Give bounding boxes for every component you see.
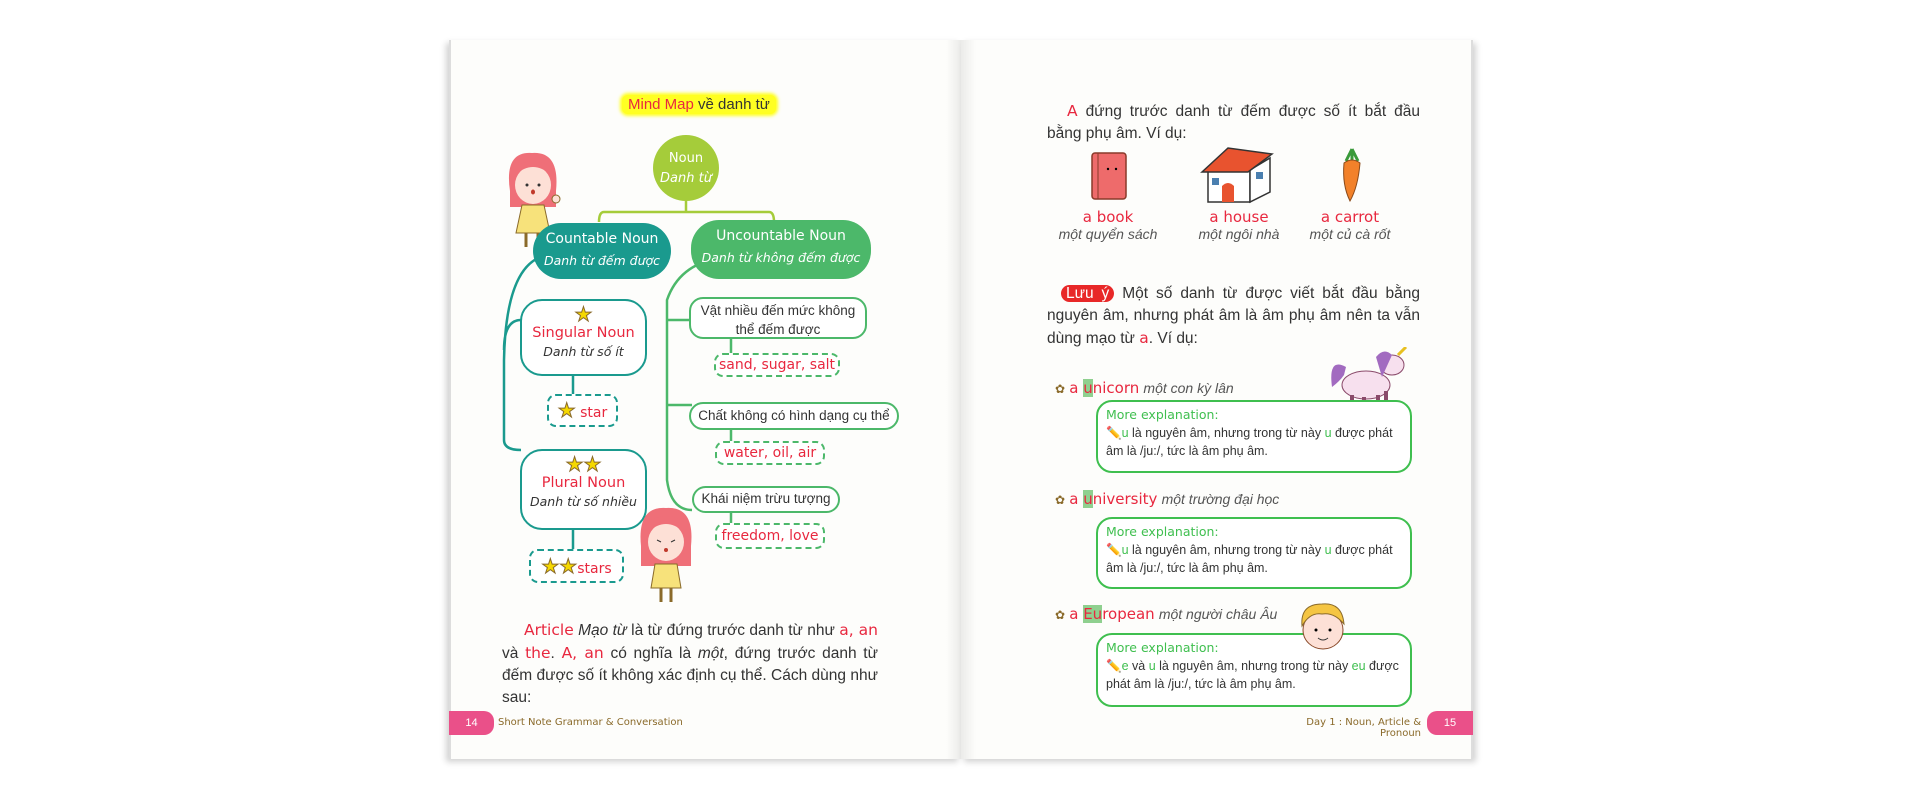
- example-en: a house: [1209, 208, 1269, 226]
- girl-standing-illustration: [637, 506, 695, 606]
- explanation-text: là nguyên âm, nhưng trong từ này: [1128, 426, 1325, 440]
- plural-example: [529, 549, 624, 583]
- plural-vi: Danh từ số nhiều: [530, 494, 637, 509]
- item-highlight: Eu: [1083, 605, 1103, 623]
- vowel: eu: [1351, 659, 1366, 673]
- explanation-heading: More explanation:: [1106, 640, 1219, 655]
- singular-example: [547, 394, 618, 427]
- plural-node: [520, 449, 647, 530]
- explanation-text: là nguyên âm, nhưng trong từ này: [1128, 543, 1325, 557]
- explanation-text: được phát âm là /ju:/, tức là âm phụ âm.: [1106, 426, 1393, 458]
- book-icon: [1088, 147, 1130, 203]
- title-rest: về danh từ: [693, 96, 770, 113]
- stars-icon: ★★: [565, 452, 602, 476]
- uncountable-type-2: Chất không có hình dạng cụ thể: [689, 402, 899, 430]
- boy-face-illustration: [1298, 600, 1348, 652]
- vowel: u: [1324, 426, 1332, 440]
- root-node: [653, 135, 719, 201]
- singular-vi: Danh từ số ít: [543, 344, 624, 359]
- example-book: [1038, 208, 1178, 244]
- left-page-number: 14: [449, 711, 494, 735]
- right-page-number: 15: [1427, 711, 1473, 735]
- item-highlight: u: [1083, 490, 1093, 508]
- item-vi: một người châu Âu: [1158, 606, 1278, 622]
- p-a-an: a, an: [839, 621, 878, 639]
- singular-en: Singular Noun: [532, 325, 635, 341]
- right-footer: Day 1 : Noun, Article & Pronoun: [1306, 717, 1421, 739]
- intro-paragraph: [1047, 100, 1420, 145]
- vowel: u: [1121, 426, 1129, 440]
- flower-bullet-icon: ✿: [1055, 493, 1066, 507]
- p-article: Article: [524, 621, 574, 639]
- explanation-heading: More explanation:: [1106, 407, 1219, 422]
- example-en: a book: [1082, 208, 1134, 226]
- uncountable-example-3: freedom, love: [715, 523, 825, 549]
- note-paragraph: [1047, 283, 1420, 350]
- countable-en: Countable Noun: [545, 231, 659, 247]
- plural-en: Plural Noun: [541, 475, 626, 491]
- carrot-icon: [1336, 147, 1368, 203]
- example-university: [1055, 490, 1279, 508]
- explanation-box-1: [1096, 400, 1412, 473]
- example-vi: một quyển sách: [1058, 226, 1158, 242]
- title-highlight: Mind Map: [628, 96, 694, 113]
- mindmap-title: [622, 95, 776, 114]
- uncountable-en: Uncountable Noun: [716, 228, 846, 244]
- vowel: u: [1324, 543, 1332, 557]
- example-vi: một củ cà rốt: [1309, 226, 1391, 242]
- vowel: e: [1121, 659, 1129, 673]
- uncountable-node: [691, 220, 871, 279]
- p-text: là từ đứng trước danh từ như: [626, 622, 840, 639]
- star-icon: ★: [557, 398, 576, 422]
- explanation-box-3: [1096, 633, 1412, 707]
- example-carrot: [1280, 208, 1420, 244]
- explanation-text: là nguyên âm, nhưng trong từ này: [1155, 659, 1352, 673]
- vowel: u: [1148, 659, 1156, 673]
- type-label: Vật nhiều đến mức không thể đếm được: [700, 303, 856, 337]
- p-a-an-2: A, an: [561, 644, 604, 662]
- item-article: a: [1069, 379, 1084, 397]
- countable-vi: Danh từ đếm được: [543, 253, 661, 268]
- intro-text: đứng trước danh từ đếm được số ít bắt đầu bằng phụ âm. Ví dụ:: [1047, 103, 1420, 142]
- stars-icon: ★★: [541, 554, 578, 578]
- item-highlight: u: [1083, 379, 1093, 397]
- p-text: .: [550, 645, 562, 662]
- p-text: có nghĩa là: [603, 645, 698, 662]
- uncountable-example-1: sand, sugar, salt: [714, 353, 840, 377]
- uncountable-vi: Danh từ không đếm được: [701, 250, 861, 265]
- note-a: a: [1139, 329, 1149, 347]
- p-text: , đứng trước danh từ đếm được số ít không xác định cụ thể. Cách dùng như sau:: [502, 645, 878, 706]
- house-icon: [1200, 140, 1276, 206]
- item-vi: một trường đại học: [1161, 491, 1280, 507]
- pencil-icon: ✏️: [1106, 543, 1122, 557]
- p-mao-tu: Mạo từ: [578, 622, 627, 639]
- note-badge: Lưu ý: [1061, 285, 1114, 302]
- star-icon: ★: [574, 302, 593, 326]
- example-en: a carrot: [1320, 208, 1380, 226]
- flower-bullet-icon: ✿: [1055, 608, 1066, 622]
- item-vi: một con kỳ lân: [1143, 380, 1234, 396]
- note-text: Một số danh từ được viết bắt đầu bằng nguyên âm, nhưng phát âm là âm phụ âm nên ta vẫn dùng mạo từ: [1047, 285, 1420, 347]
- singular-example-text: star: [580, 405, 608, 421]
- uncountable-example-2: water, oil, air: [715, 441, 825, 465]
- item-word: ropean: [1102, 605, 1155, 623]
- explanation-heading: More explanation:: [1106, 524, 1219, 539]
- root-en: Noun: [668, 151, 704, 166]
- example-european: [1055, 605, 1277, 623]
- item-word: nicorn: [1092, 379, 1140, 397]
- article-paragraph: [502, 619, 878, 709]
- pencil-icon: ✏️: [1106, 659, 1122, 673]
- p-the: the: [525, 644, 551, 662]
- left-footer: Short Note Grammar & Conversation: [498, 717, 683, 728]
- flower-bullet-icon: ✿: [1055, 382, 1066, 396]
- p-mot: một: [697, 645, 724, 662]
- item-article: a: [1069, 605, 1084, 623]
- explanation-text: được phát âm là /ju:/, tức là âm phụ âm.: [1106, 543, 1393, 575]
- countable-node: [533, 223, 671, 279]
- explanation-text: và: [1128, 659, 1149, 673]
- root-vi: Danh từ: [660, 171, 712, 186]
- explanation-box-2: [1096, 517, 1412, 589]
- pencil-icon: ✏️: [1106, 426, 1122, 440]
- uncountable-type-3: Khái niệm trừu tượng: [692, 486, 840, 513]
- vowel: u: [1121, 543, 1129, 557]
- note-end: . Ví dụ:: [1148, 330, 1198, 347]
- example-unicorn: [1055, 379, 1234, 397]
- singular-node: [520, 299, 647, 376]
- uncountable-type-1: [689, 297, 867, 339]
- p-text: và: [502, 645, 526, 662]
- plural-example-text: stars: [577, 561, 612, 577]
- explanation-text: được phát âm là /ju:/, tức là âm phụ âm.: [1106, 659, 1399, 691]
- item-word: niversity: [1092, 490, 1158, 508]
- example-vi: một ngôi nhà: [1198, 226, 1280, 242]
- item-article: a: [1069, 490, 1084, 508]
- intro-a: A: [1067, 102, 1078, 120]
